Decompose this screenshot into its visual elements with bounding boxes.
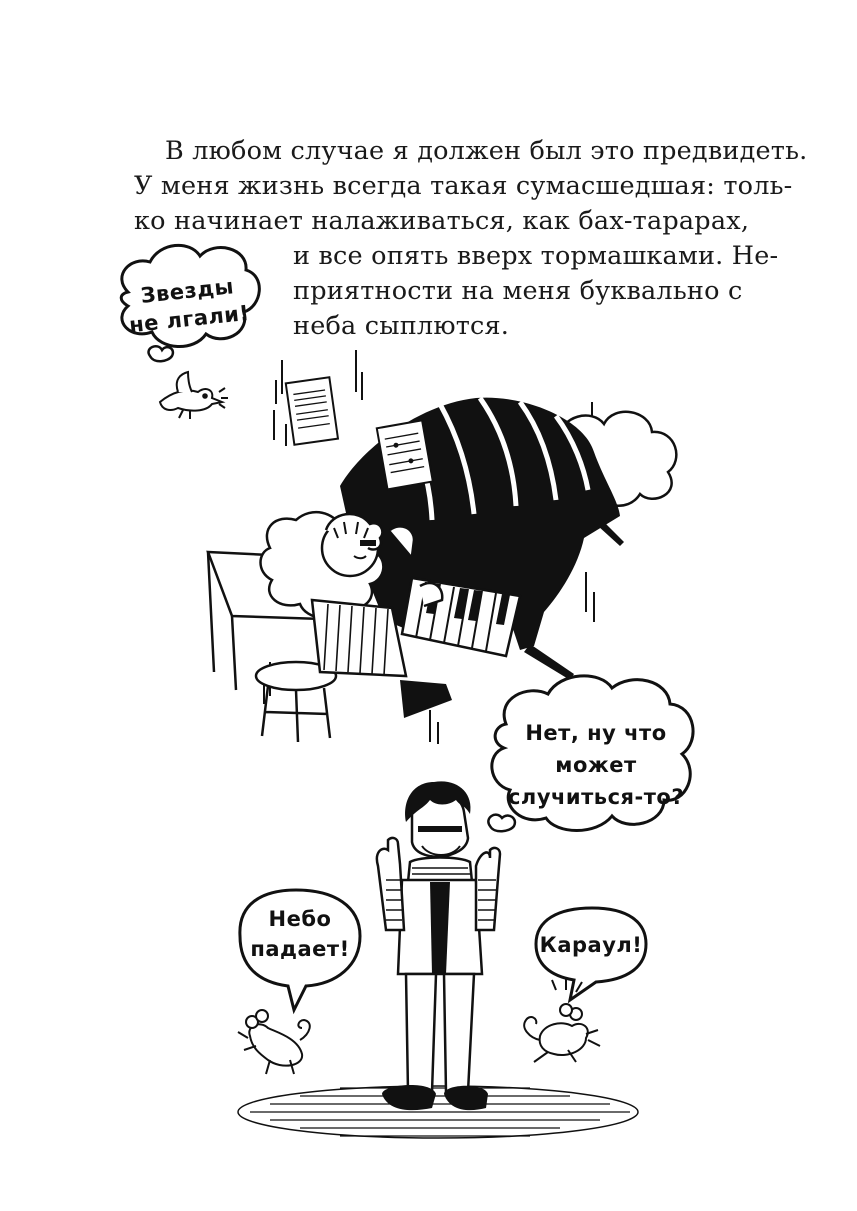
text-line-5: приятности на меня буквально с	[293, 276, 743, 306]
text-line-4: и все опять вверх тормашками. Не-	[293, 241, 779, 271]
right-mouse-icon	[524, 978, 600, 1062]
boy-bubble-line-3: случиться-то?	[507, 785, 685, 809]
boy-bubble-line-1: Нет, ну что	[525, 721, 667, 745]
boy-bubble-line-2: может	[555, 753, 637, 777]
text-line-3: ко начинает налаживаться, как бах-тарарах,	[134, 206, 750, 236]
right-mouse-speech-bubble	[536, 908, 646, 1000]
text-line-2: У меня жизнь всегда такая сумасшедшая: толь-	[134, 171, 793, 201]
bird-bubble-line-2: не лгали!	[127, 300, 251, 338]
left-mouse-icon	[238, 1010, 310, 1074]
left-mouse-bubble-line-2: падает!	[250, 937, 350, 961]
sheet-music-left	[286, 377, 338, 445]
left-mouse-bubble-line-1: Небо	[268, 907, 332, 931]
text-line-6: неба сыплются.	[293, 311, 510, 341]
bird-bubble-line-1: Звезды	[139, 274, 236, 308]
right-mouse-bubble-line-1: Караул!	[539, 933, 643, 957]
left-mouse-speech-bubble	[240, 890, 360, 1010]
bird-thought-bubble	[121, 245, 259, 361]
bird-icon	[160, 372, 228, 419]
piano-stool	[256, 662, 336, 742]
sheet-music-piano	[377, 420, 433, 489]
text-line-1: В любом случае я должен был это предвидеть.	[165, 136, 808, 166]
boy-thought-bubble	[488, 676, 693, 831]
